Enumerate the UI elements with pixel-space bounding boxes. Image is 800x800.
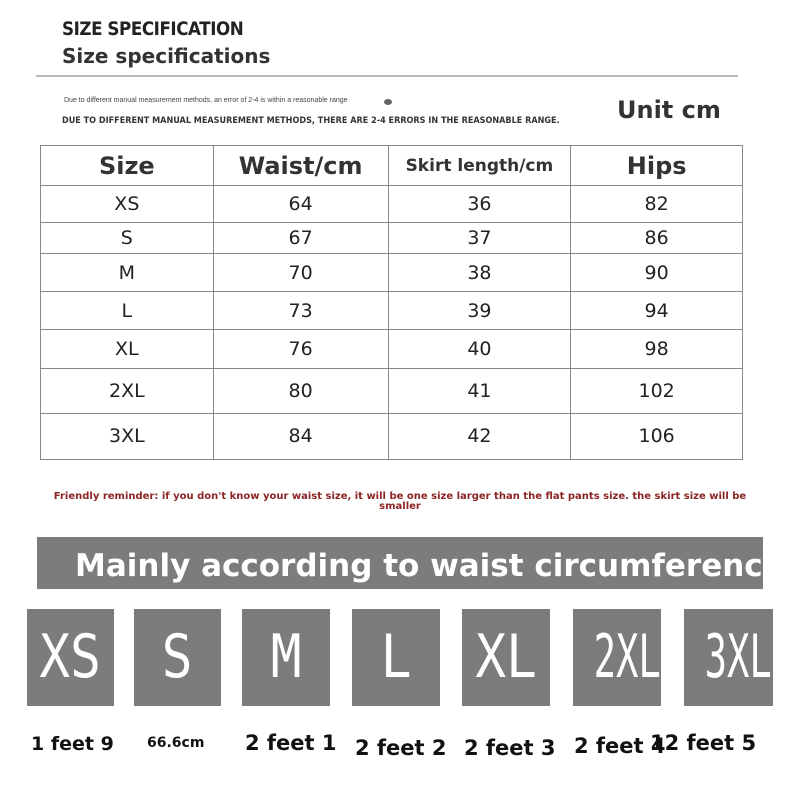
cell-hips: 90 bbox=[571, 254, 743, 292]
tile-height-l: 2 feet 2 bbox=[355, 736, 447, 760]
measurement-note-small: Due to different manual measurement methods, an error of 2-4 is within a reasonable range bbox=[64, 97, 348, 104]
tile-label: XL bbox=[475, 622, 537, 692]
cell-size: S bbox=[41, 223, 214, 254]
tile-height-xl: 2 feet 3 bbox=[464, 736, 556, 760]
cell-waist: 64 bbox=[213, 186, 388, 223]
size-tile-m bbox=[242, 609, 330, 706]
cell-size: L bbox=[41, 292, 214, 330]
size-tile-xl bbox=[462, 609, 550, 706]
table-row bbox=[41, 413, 743, 459]
cell-skirt-length: 37 bbox=[388, 223, 571, 254]
table-row bbox=[41, 368, 743, 413]
cell-waist: 70 bbox=[213, 254, 388, 292]
friendly-reminder bbox=[30, 492, 770, 512]
dot-icon bbox=[384, 99, 392, 105]
cell-hips: 86 bbox=[571, 223, 743, 254]
tile-height-s: 66.6cm bbox=[147, 735, 205, 751]
reminder-line-2: smaller bbox=[379, 501, 421, 512]
tile-label: S bbox=[162, 622, 193, 692]
size-spec-title: SIZE SPECIFICATION bbox=[62, 18, 244, 40]
header-waist: Waist/cm bbox=[213, 146, 388, 186]
cell-hips: 98 bbox=[571, 330, 743, 368]
tile-label: 2XL bbox=[593, 622, 661, 692]
tile-label: XS bbox=[39, 622, 102, 692]
cell-hips: 102 bbox=[571, 368, 743, 413]
tile-label: 3XL bbox=[704, 622, 772, 692]
tile-height-m: 2 feet 1 bbox=[245, 731, 337, 755]
header-skirt-length: Skirt length/cm bbox=[388, 146, 571, 186]
cell-size: 2XL bbox=[41, 368, 214, 413]
tile-height-3xl: 12 feet 5 bbox=[650, 731, 757, 755]
size-tile-s bbox=[134, 609, 221, 706]
cell-size: XS bbox=[41, 186, 214, 223]
tile-height-xs: 1 feet 9 bbox=[31, 733, 114, 755]
cell-waist: 76 bbox=[213, 330, 388, 368]
cell-skirt-length: 38 bbox=[388, 254, 571, 292]
cell-skirt-length: 40 bbox=[388, 330, 571, 368]
cell-hips: 94 bbox=[571, 292, 743, 330]
cell-skirt-length: 42 bbox=[388, 413, 571, 459]
cell-hips: 106 bbox=[571, 413, 743, 459]
tile-label: L bbox=[380, 622, 412, 692]
cell-waist: 73 bbox=[213, 292, 388, 330]
table-row bbox=[41, 330, 743, 368]
cell-skirt-length: 41 bbox=[388, 368, 571, 413]
cell-waist: 67 bbox=[213, 223, 388, 254]
unit-label: Unit cm bbox=[617, 96, 721, 124]
table-header-row bbox=[41, 146, 743, 186]
cell-waist: 84 bbox=[213, 413, 388, 459]
size-tile-3xl bbox=[684, 609, 773, 706]
size-tile-l bbox=[352, 609, 440, 706]
size-table bbox=[40, 145, 743, 460]
header-hips: Hips bbox=[571, 146, 743, 186]
size-tile-2xl bbox=[573, 609, 661, 706]
size-spec-subtitle: Size specifications bbox=[62, 44, 271, 68]
table-row bbox=[41, 186, 743, 223]
cell-size: M bbox=[41, 254, 214, 292]
cell-size: XL bbox=[41, 330, 214, 368]
reminder-line-1: Friendly reminder: if you don't know your waist size, it will be one size larger than the flat pants size. the skirt size will be bbox=[53, 491, 747, 502]
measurement-note: DUE TO DIFFERENT MANUAL MEASUREMENT METHODS, THERE ARE 2-4 ERRORS IN THE REASONABLE RANGE. bbox=[62, 116, 560, 126]
header-size: Size bbox=[41, 146, 214, 186]
size-tile-xs bbox=[27, 609, 114, 706]
cell-hips: 82 bbox=[571, 186, 743, 223]
tile-height-2xl: 2 feet 4 bbox=[574, 734, 666, 758]
waist-banner: Mainly according to waist circumference bbox=[37, 537, 763, 589]
cell-size: 3XL bbox=[41, 413, 214, 459]
cell-skirt-length: 36 bbox=[388, 186, 571, 223]
header-divider bbox=[36, 75, 738, 77]
cell-skirt-length: 39 bbox=[388, 292, 571, 330]
table-row bbox=[41, 223, 743, 254]
table-row bbox=[41, 292, 743, 330]
cell-waist: 80 bbox=[213, 368, 388, 413]
tile-label: M bbox=[270, 622, 302, 692]
table-row bbox=[41, 254, 743, 292]
